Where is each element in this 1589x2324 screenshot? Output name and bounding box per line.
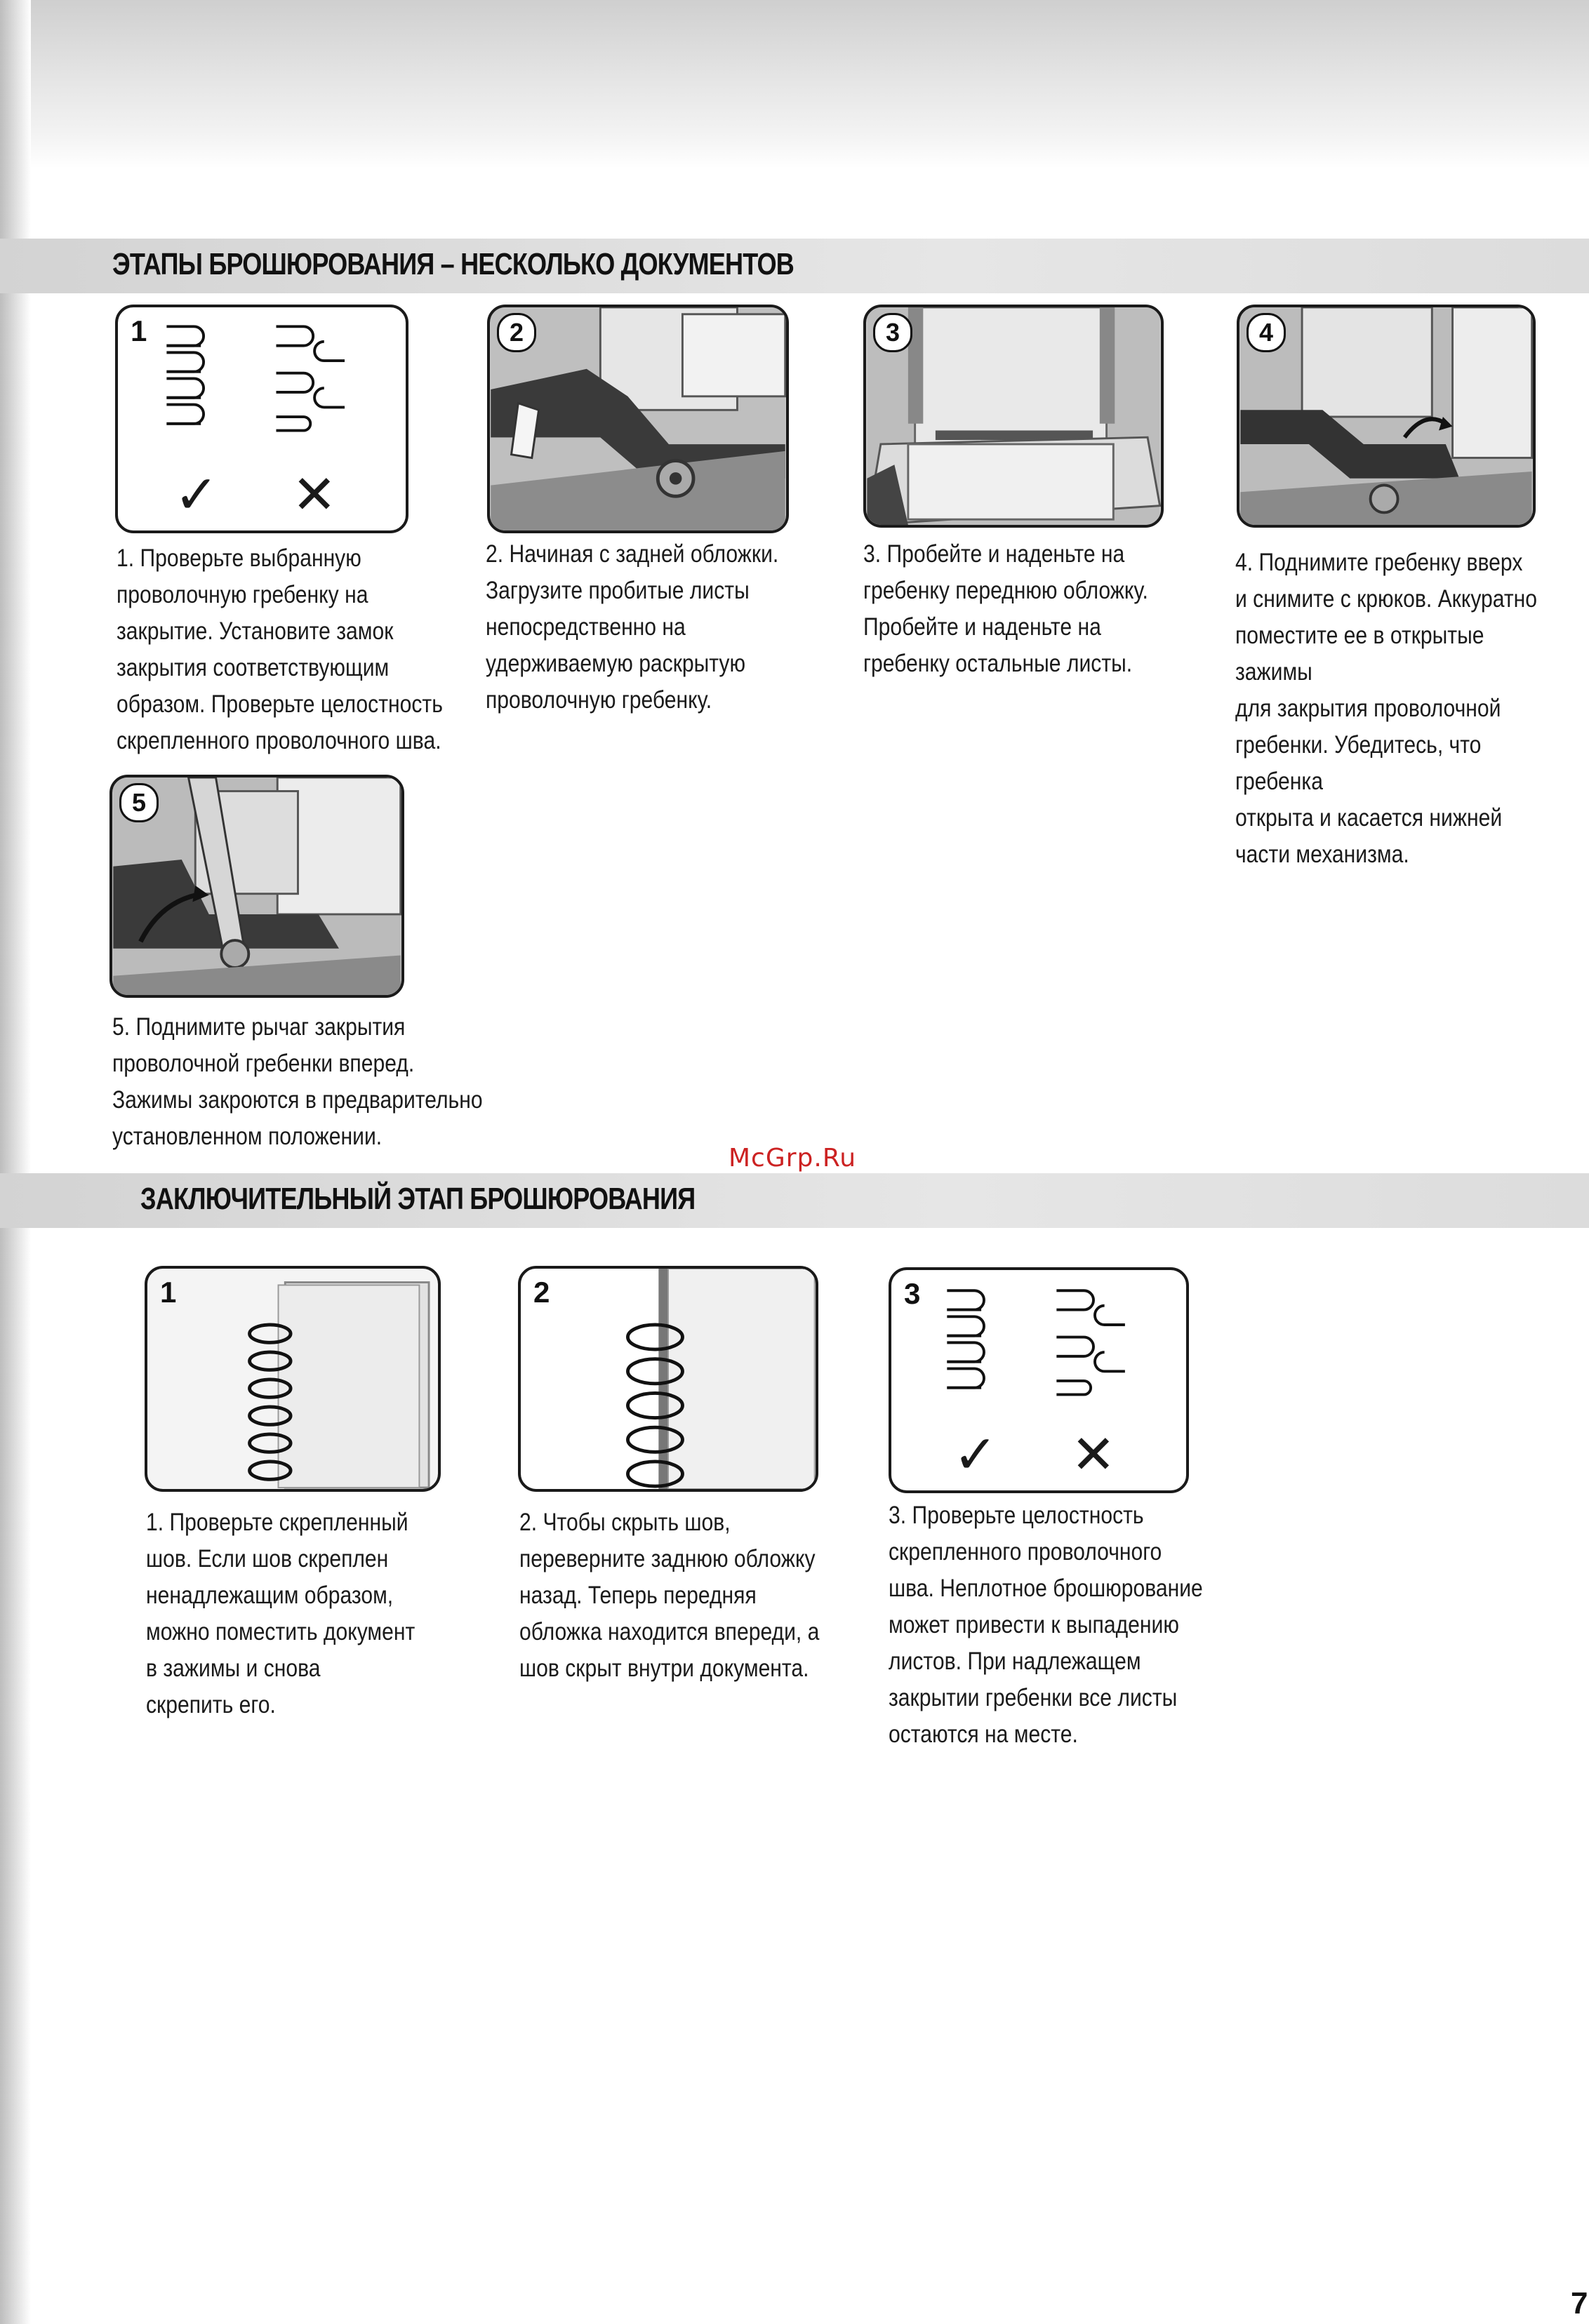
top-shadow-band — [0, 0, 1589, 168]
flipped-cover-illustration — [521, 1269, 816, 1489]
step-panel-3 — [863, 305, 1164, 528]
check-icon: ✓ — [953, 1425, 998, 1485]
final-caption-2: 2. Чтобы скрыть шов, переверните заднюю обложку назад. Теперь передняя обложка находится впереди, а шов скрыт внутри документа. — [519, 1509, 820, 1682]
comb-check-illustration — [118, 307, 406, 530]
comb-check-illustration-final — [891, 1270, 1186, 1490]
step-panel-1 — [115, 305, 408, 533]
bound-document-illustration — [147, 1269, 438, 1489]
step-panel-4 — [1237, 305, 1536, 528]
step-number: 2 — [533, 1276, 550, 1309]
step-caption-3: 3. Пробейте и наденьте на гребенку переднюю обложку. Пробейте и наденьте на гребенку остальные листы. — [863, 540, 1148, 677]
step-number: 4 — [1246, 313, 1286, 352]
check-icon: ✓ — [174, 465, 219, 525]
section-title-final: ЗАКЛЮЧИТЕЛЬНЫЙ ЭТАП БРОШЮРОВАНИЯ — [140, 1182, 696, 1216]
step-panel-2 — [487, 305, 789, 533]
step-caption-1: 1. Проверьте выбранную проволочную гребенку на закрытие. Установите замок закрытия соответствующим образом. Проверьте целостность скрепленного проволочного шва. — [117, 545, 443, 754]
step-number: 3 — [873, 313, 912, 352]
final-panel-3 — [889, 1267, 1189, 1493]
cross-icon: ✕ — [1071, 1425, 1116, 1485]
section-title-multi: ЭТАПЫ БРОШЮРОВАНИЯ – НЕСКОЛЬКО ДОКУМЕНТОВ — [112, 247, 794, 281]
cross-icon: ✕ — [292, 465, 337, 525]
final-caption-3: 3. Проверьте целостность скрепленного проволочного шва. Неплотное брошюрование может привести к выпадению листов. При надлежащем закрытии гребенки все листы остаются на месте. — [889, 1502, 1203, 1748]
final-caption-1: 1. Проверьте скрепленный шов. Если шов скреплен ненадлежащим образом, можно поместить документ в зажимы и снова скрепить его. — [146, 1509, 415, 1718]
step-number: 1 — [160, 1276, 177, 1309]
step-number: 1 — [131, 314, 147, 347]
step-number: 2 — [497, 313, 536, 352]
step-panel-5 — [109, 775, 404, 998]
final-panel-1 — [145, 1266, 441, 1492]
final-panel-2 — [518, 1266, 818, 1492]
step-number: 5 — [119, 783, 159, 822]
step-number: 3 — [904, 1277, 921, 1310]
step-caption-2: 2. Начиная с задней обложки. Загрузите пробитые листы непосредственно на удерживаемую раскрытую проволочную гребенку. — [486, 540, 779, 714]
watermark: McGrp.Ru — [729, 1144, 857, 1173]
page-number: 7 — [1571, 2286, 1588, 2320]
step-caption-4: 4. Поднимите гребенку вверх и снимите с крюков. Аккуратно поместите ее в открытые зажимы для закрытия проволочной гребенки. Убедитесь, что гребенка открыта и касается нижней части механизма. — [1235, 549, 1538, 868]
step-caption-5: 5. Поднимите рычаг закрытия проволочной гребенки вперед. Зажимы закроются в предварительно установленном положении. — [112, 1013, 483, 1150]
page-left-edge — [0, 0, 31, 2324]
